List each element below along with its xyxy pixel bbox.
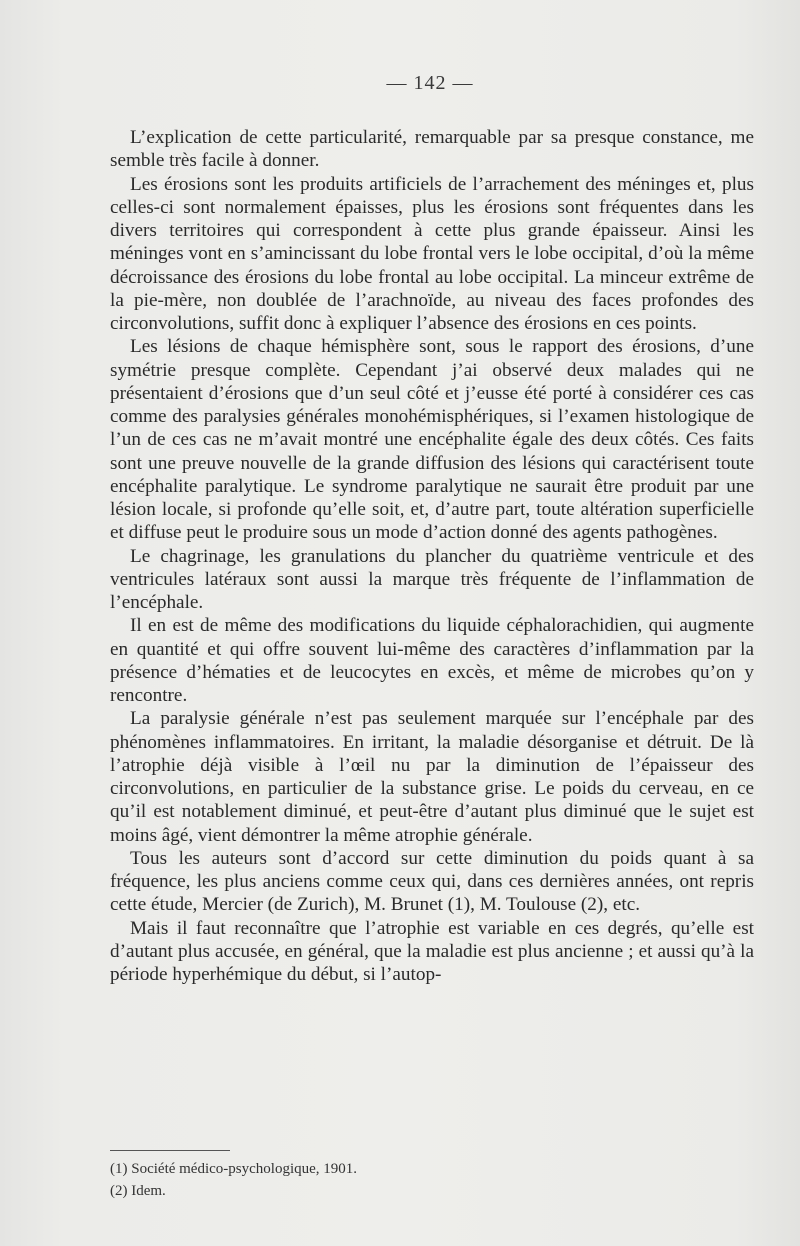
footnotes <box>110 1158 710 1202</box>
paragraph-6: La paralysie générale n’est pas seulement marquée sur l’encéphale par des phénomènes inflammatoires. En irritant, la maladie désorganise et détruit. De là l’atrophie déjà visible à l’œil nu par la diminution de l’épaisseur des circonvolutions, en particulier de la substance grise. Le poids du cerveau, en ce qu’il est notablement diminué, et peut-être d’autant plus diminué que le sujet est moins âgé, vient démontrer la même atrophie générale. <box>110 708 754 846</box>
body-text <box>110 126 754 986</box>
footnote-1: (1) Société médico-psychologique, 1901. <box>110 1161 358 1177</box>
paragraph-1: L’explication de cette particularité, remarquable par sa presque constance, me semble très facile à donner. <box>110 127 754 172</box>
paragraph-8: Mais il faut reconnaître que l’atrophie est variable en ces degrés, qu’elle est d’autant plus accusée, en général, que la maladie est plus ancienne ; et aussi qu’à la période hyperhémique du début, si l’autop- <box>110 917 754 985</box>
paragraph-5: Il en est de même des modifications du liquide céphalorachidien, qui augmente en quantité et qui offre souvent lui-même des caractères d’inflammation par la présence d’hématies et de leucocytes en excès, et même de microbes qu’on y rencontre. <box>110 615 754 706</box>
footnote-divider <box>110 1150 230 1151</box>
paragraph-2: Les érosions sont les produits artificiels de l’arrachement des méninges et, plus celles-ci sont normalement épaisses, plus les érosions sont fréquentes dans les divers territoires qui correspondent à cette plus grande épaisseur. Ainsi les méninges vont en s’amincissant du lobe frontal vers le lobe occipital, d’où la même décroissance des érosions du lobe frontal au lobe occipital. La minceur extrême de la pie-mère, non doublée de l’arachnoïde, au niveau des faces profondes des circonvolutions, suffit donc à expliquer l’absence des érosions en ces points. <box>110 173 754 334</box>
paragraph-3: Les lésions de chaque hémisphère sont, sous le rapport des érosions, d’une symétrie presque complète. Cependant j’ai observé deux malades qui ne présentaient d’érosions que d’un seul côté et j’eusse été porté à considérer ces cas comme des paralysies générales monohémisphériques, si l’examen histologique de l’un de ces cas ne m’avait montré une encéphalite égale des deux côtés. Ces faits sont une preuve nouvelle de la grande diffusion des lésions qui caractérisent toute encéphalite paralytique. Le syndrome paralytique ne saurait être produit par une lésion locale, si profonde qu’elle soit, et, d’autre part, toute altération superficielle et diffuse peut le produire sous un mode d’action donné des agents pathogènes. <box>110 336 754 544</box>
page-number: — 142 — <box>386 72 474 94</box>
paragraph-7: Tous les auteurs sont d’accord sur cette diminution du poids quant à sa fréquence, les plus anciens comme ceux qui, dans ces dernières années, ont repris cette étude, Mercier (de Zurich), M. Brunet (1), M. Toulouse (2), etc. <box>110 847 754 916</box>
footnote-2: (2) Idem. <box>110 1183 166 1199</box>
paragraph-4: Le chagrinage, les granulations du plancher du quatrième ventricule et des ventricules latéraux sont aussi la marque très fréquente de l’inflammation de l’encéphale. <box>110 545 754 613</box>
